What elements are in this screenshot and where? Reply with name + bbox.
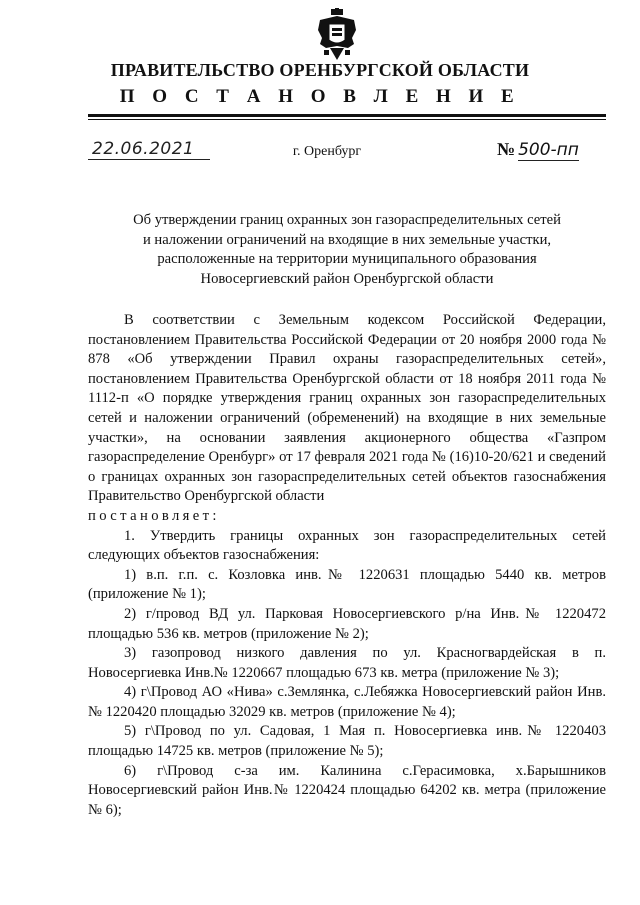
coat-of-arms-icon — [316, 8, 358, 62]
list-item: 1) в.п. г.п. с. Козловка инв.№ 1220631 площадью 5440 кв. метров (приложение № 1); — [88, 566, 606, 603]
document-type: П О С Т А Н О В Л Е Н И Е — [119, 86, 521, 107]
point-1: 1. Утвердить границы охранных зон газораспределительных сетей следующих объектов газоснабжения: — [88, 527, 606, 564]
document-city: г. Оренбург — [292, 144, 362, 159]
document-body — [88, 311, 606, 820]
subject-line: расположенные на территории муниципального образования — [157, 251, 537, 267]
subject-line: и наложении ограничений на входящие в них земельные участки, — [142, 231, 552, 248]
subject-line: Новосергиевский район Оренбургской области — [200, 270, 494, 287]
header-rule-thin — [88, 119, 606, 120]
list-item: 5) г\Провод по ул. Садовая, 1 Мая п. Новосергиевка инв.№ 1220403 площадью 14725 кв. метров (приложение № 5); — [88, 723, 606, 760]
resolves-word: постановляет: — [88, 507, 220, 524]
subject-line: Об утверждении границ охранных зон газораспределительных сетей — [133, 212, 561, 228]
government-title: ПРАВИТЕЛЬСТВО ОРЕНБУРГСКОЙ ОБЛАСТИ — [110, 60, 530, 80]
number-prefix: № — [497, 139, 516, 159]
list-item: 2) г/провод ВД ул. Парковая Новосергиевского р/на Инв.№ 1220472 площадью 536 кв. метров (приложение № 2); — [88, 605, 606, 642]
list-item: 3) газопровод низкого давления по ул. Красногвардейская в п. Новосергиевка Инв.№ 1220667 площадью 673 кв. метра (приложение № 3); — [88, 645, 606, 681]
list-item: 4) г\Провод АО «Нива» с.Землянка, с.Лебяжка Новосергиевский район Инв.№ 1220420 площадью 32029 кв. метров (приложение № 4); — [88, 684, 606, 720]
preamble-paragraph: В соответствии с Земельным кодексом Российской Федерации, постановлением Правительства Российской Федерации от 20 ноября 2000 года № 878 «Об утверждении Правил охраны газораспределительных сетей», постановлением Правительства Оренбургской области от 18 ноября 2011 года № 1112-п «О порядке утверждения границ охранных зон газораспределительных сетей и наложении ограничений (обременений) на входящие в них земельные участки», на основании заявления акционерного общества «Газпром газораспределение Оренбург» от 17 февраля 2021 года № (16)10-20/621 и сведений о границах охранных зон газораспределительных сетей объектов газоснабжения Правительство Оренбургской области — [88, 312, 606, 505]
document-number — [497, 138, 579, 161]
document-subject — [88, 211, 606, 289]
number-value: 500-пп — [518, 140, 579, 160]
list-item: 6) г\Провод с-за им. Калинина с.Герасимовка, х.Барышников Новосергиевский район Инв.№ 1220424 площадью 64202 кв. метра (приложение № 6); — [88, 762, 606, 818]
document-date: 22.06.2021 — [88, 139, 210, 160]
header-rule-thick — [88, 114, 606, 117]
